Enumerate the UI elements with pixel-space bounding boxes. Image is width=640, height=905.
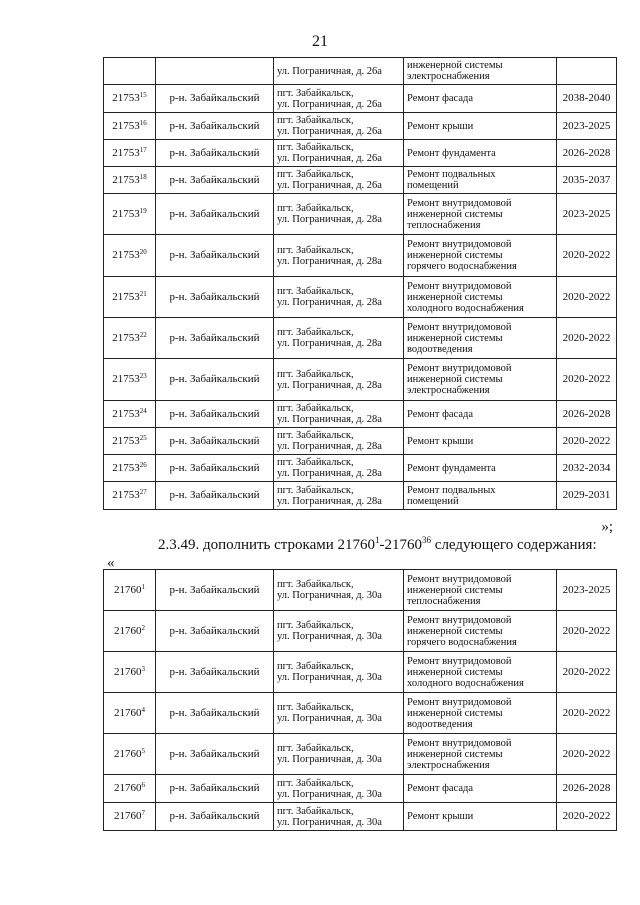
row-number-sup: 16 xyxy=(139,118,147,127)
repair-schedule-table-new xyxy=(103,569,617,831)
district-cell: р-н. Забайкальский xyxy=(156,428,274,455)
row-number-sup: 26 xyxy=(139,460,147,469)
address-cell xyxy=(274,401,404,428)
row-number-cell xyxy=(104,140,156,167)
work-line: горячего водоснабжения xyxy=(407,636,517,648)
row-number-sup: 5 xyxy=(141,746,145,755)
address-cell xyxy=(274,803,404,831)
district-cell xyxy=(156,58,274,85)
work-type-cell xyxy=(404,570,557,611)
work-line: водоотведения xyxy=(407,343,473,355)
table-row xyxy=(104,235,617,277)
work-type-cell xyxy=(404,359,557,401)
address-cell xyxy=(274,113,404,140)
row-number-cell xyxy=(104,734,156,775)
row-number-base: 21753 xyxy=(112,119,140,132)
page-number: 21 xyxy=(312,33,328,50)
table-row xyxy=(104,277,617,318)
row-number-base: 21753 xyxy=(112,290,140,303)
row-number-base: 21760 xyxy=(114,665,142,678)
row-number-cell xyxy=(104,652,156,693)
work-line: инженерной системы xyxy=(407,584,503,596)
work-line: Ремонт крыши xyxy=(407,120,474,132)
work-line: Ремонт внутридомовой xyxy=(407,280,512,292)
table-row xyxy=(104,167,617,194)
work-line: горячего водоснабжения xyxy=(407,261,517,272)
work-type-cell xyxy=(404,277,557,318)
work-line: Ремонт внутридомовой xyxy=(407,197,512,209)
row-number-base: 21753 xyxy=(112,461,140,474)
address-line: ул. Пограничная, д. 28а xyxy=(277,338,382,349)
row-number-cell xyxy=(104,194,156,235)
period-cell: 2020-2022 xyxy=(557,803,617,831)
row-number-cell xyxy=(104,167,156,194)
period-cell: 2020-2022 xyxy=(557,235,617,277)
row-number-base: 21753 xyxy=(112,146,140,159)
address-cell xyxy=(274,693,404,734)
work-line: Ремонт фундамента xyxy=(407,147,496,159)
address-cell xyxy=(274,194,404,235)
work-line: Ремонт внутридомовой xyxy=(407,614,512,626)
work-line: Ремонт фасада xyxy=(407,408,474,420)
period-cell: 2026-2028 xyxy=(557,775,617,803)
row-number-sup: 27 xyxy=(139,488,147,496)
address-cell xyxy=(274,235,404,277)
address-cell xyxy=(274,652,404,693)
address-line: пгт. Забайкальск, xyxy=(277,579,354,590)
district-cell: р-н. Забайкальский xyxy=(156,167,274,194)
district-cell: р-н. Забайкальский xyxy=(156,652,274,693)
row-number-cell xyxy=(104,428,156,455)
address-cell xyxy=(274,611,404,652)
row-number-base: 21753 xyxy=(112,489,140,501)
row-number-sup: 15 xyxy=(139,91,147,99)
work-line: инженерной системы xyxy=(407,374,503,385)
period-cell: 2020-2022 xyxy=(557,652,617,693)
table-row xyxy=(104,803,617,831)
table-row xyxy=(104,570,617,611)
address-line: пгт. Забайкальск, xyxy=(277,620,354,631)
address-line: пгт. Забайкальск, xyxy=(277,484,354,496)
row-number-base: 21753 xyxy=(112,434,140,447)
district-cell: р-н. Забайкальский xyxy=(156,401,274,428)
address-line: пгт. Забайкальск, xyxy=(277,115,354,126)
period-cell: 2029-2031 xyxy=(557,482,617,510)
address-line: пгт. Забайкальск, xyxy=(277,286,354,297)
district-cell: р-н. Забайкальский xyxy=(156,113,274,140)
work-line: инженерной системы xyxy=(407,291,503,303)
row-number-sup: 4 xyxy=(141,705,145,714)
row-number-cell xyxy=(104,775,156,803)
closing-quote: »; xyxy=(601,519,613,535)
address-line: пгт. Забайкальск, xyxy=(277,142,354,153)
work-type-cell xyxy=(404,803,557,831)
row-number-sup: 7 xyxy=(141,809,145,817)
work-line: Ремонт внутридомовой xyxy=(407,321,512,333)
district-cell: р-н. Забайкальский xyxy=(156,140,274,167)
address-line: ул. Пограничная, д. 26а xyxy=(277,65,382,77)
row-number-cell xyxy=(104,803,156,831)
district-cell: р-н. Забайкальский xyxy=(156,194,274,235)
work-type-cell xyxy=(404,455,557,482)
address-line: ул. Пограничная, д. 26а xyxy=(277,98,382,110)
period-cell: 2035-2037 xyxy=(557,167,617,194)
address-line: ул. Пограничная, д. 30а xyxy=(277,816,382,828)
table-row xyxy=(104,428,617,455)
district-cell: р-н. Забайкальский xyxy=(156,359,274,401)
work-line: помещений xyxy=(407,180,459,191)
district-cell: р-н. Забайкальский xyxy=(156,235,274,277)
work-line: электроснабжения xyxy=(407,385,490,396)
amendment-instruction xyxy=(158,535,597,554)
work-line: помещений xyxy=(407,495,459,507)
period-cell: 2020-2022 xyxy=(557,611,617,652)
row-number-base: 21753 xyxy=(112,331,140,344)
row-number-sup: 24 xyxy=(139,406,147,415)
row-number-base: 21753 xyxy=(112,373,140,385)
address-cell xyxy=(274,734,404,775)
work-line: инженерной системы xyxy=(407,707,503,719)
period-cell: 2020-2022 xyxy=(557,277,617,318)
address-line: пгт. Забайкальск, xyxy=(277,203,354,214)
address-cell xyxy=(274,775,404,803)
table-row xyxy=(104,194,617,235)
work-line: электроснабжения xyxy=(407,71,490,82)
work-type-cell xyxy=(404,482,557,510)
address-line: пгт. Забайкальск, xyxy=(277,327,354,338)
work-type-cell xyxy=(404,85,557,113)
amendment-sup-start: 1 xyxy=(375,535,380,545)
address-line: ул. Пограничная, д. 30а xyxy=(277,672,382,683)
district-cell: р-н. Забайкальский xyxy=(156,85,274,113)
work-line: Ремонт внутридомовой xyxy=(407,573,512,585)
address-cell xyxy=(274,58,404,85)
work-line: Ремонт фасада xyxy=(407,93,474,104)
row-number-cell xyxy=(104,401,156,428)
address-line: ул. Пограничная, д. 30а xyxy=(277,590,382,601)
address-line: пгт. Забайкальск, xyxy=(277,403,354,414)
work-type-cell xyxy=(404,652,557,693)
address-cell xyxy=(274,570,404,611)
table-row xyxy=(104,318,617,359)
row-number-sup: 21 xyxy=(139,289,147,298)
address-cell xyxy=(274,167,404,194)
address-line: ул. Пограничная, д. 28а xyxy=(277,495,382,507)
row-number-sup: 17 xyxy=(139,145,147,154)
address-line: ул. Пограничная, д. 26а xyxy=(277,126,382,137)
row-number-cell xyxy=(104,482,156,510)
work-line: инженерной системы xyxy=(407,250,503,261)
amendment-sup-end: 36 xyxy=(422,535,432,545)
address-line: ул. Пограничная, д. 28а xyxy=(277,379,382,391)
district-cell: р-н. Забайкальский xyxy=(156,775,274,803)
period-cell: 2020-2022 xyxy=(557,359,617,401)
period-cell: 2038-2040 xyxy=(557,85,617,113)
work-line: Ремонт внутридомовой xyxy=(407,696,512,708)
address-line: ул. Пограничная, д. 28а xyxy=(277,414,382,425)
row-number-cell xyxy=(104,85,156,113)
work-line: Ремонт подвальных xyxy=(407,484,496,496)
row-number-base: 21760 xyxy=(114,583,142,596)
address-line: пгт. Забайкальск, xyxy=(277,661,354,672)
work-line: Ремонт внутридомовой xyxy=(407,655,512,667)
address-line: ул. Пограничная, д. 26а xyxy=(277,153,382,164)
row-number-cell xyxy=(104,58,156,85)
table-row xyxy=(104,401,617,428)
period-cell: 2023-2025 xyxy=(557,570,617,611)
row-number-cell xyxy=(104,570,156,611)
row-number-cell xyxy=(104,318,156,359)
district-cell: р-н. Забайкальский xyxy=(156,803,274,831)
work-line: инженерной системы xyxy=(407,208,503,220)
address-line: ул. Пограничная, д. 30а xyxy=(277,631,382,642)
period-cell: 2020-2022 xyxy=(557,734,617,775)
table-row xyxy=(104,693,617,734)
table-row xyxy=(104,775,617,803)
table-row xyxy=(104,359,617,401)
amendment-prefix: 2.3.49. дополнить строками 21760 xyxy=(158,537,376,553)
address-line: пгт. Забайкальск, xyxy=(277,169,354,180)
row-number-cell xyxy=(104,277,156,318)
period-cell: 2020-2022 xyxy=(557,428,617,455)
row-number-base: 21760 xyxy=(114,706,142,719)
work-line: инженерной системы xyxy=(407,332,503,344)
address-cell xyxy=(274,318,404,359)
repair-schedule-table-continued xyxy=(103,57,617,510)
work-line: Ремонт фундамента xyxy=(407,462,496,474)
row-number-sup: 2 xyxy=(141,623,145,632)
address-line: ул. Пограничная, д. 28а xyxy=(277,441,382,452)
district-cell: р-н. Забайкальский xyxy=(156,611,274,652)
row-number-base: 21753 xyxy=(112,407,140,420)
row-number-base: 21760 xyxy=(114,624,142,637)
amendment-middle: -21760 xyxy=(379,537,423,553)
work-type-cell xyxy=(404,58,557,85)
address-line: пгт. Забайкальск, xyxy=(277,430,354,441)
row-number-base: 21760 xyxy=(114,810,142,822)
row-number-cell xyxy=(104,611,156,652)
work-type-cell xyxy=(404,194,557,235)
address-line: ул. Пограничная, д. 26а xyxy=(277,180,382,191)
row-number-base: 21760 xyxy=(114,782,142,794)
period-cell: 2020-2022 xyxy=(557,693,617,734)
row-number-cell xyxy=(104,455,156,482)
district-cell: р-н. Забайкальский xyxy=(156,455,274,482)
work-type-cell xyxy=(404,235,557,277)
address-line: ул. Пограничная, д. 28а xyxy=(277,297,382,308)
row-number-sup: 25 xyxy=(139,433,147,442)
work-type-cell xyxy=(404,113,557,140)
period-cell: 2020-2022 xyxy=(557,318,617,359)
address-line: ул. Пограничная, д. 30а xyxy=(277,713,382,724)
address-cell xyxy=(274,359,404,401)
district-cell: р-н. Забайкальский xyxy=(156,277,274,318)
table-row xyxy=(104,85,617,113)
address-line: пгт. Забайкальск, xyxy=(277,368,354,380)
row-number-sup: 22 xyxy=(139,330,147,339)
period-cell: 2026-2028 xyxy=(557,401,617,428)
work-line: Ремонт внутридомовой xyxy=(407,239,512,250)
work-line: водоотведения xyxy=(407,718,473,730)
district-cell: р-н. Забайкальский xyxy=(156,693,274,734)
work-line: инженерной системы xyxy=(407,60,503,71)
work-type-cell xyxy=(404,401,557,428)
row-number-cell xyxy=(104,693,156,734)
address-line: ул. Пограничная, д. 28а xyxy=(277,468,382,479)
table-row xyxy=(104,113,617,140)
work-line: инженерной системы xyxy=(407,625,503,637)
period-cell: 2032-2034 xyxy=(557,455,617,482)
table2-body xyxy=(104,570,617,831)
row-number-sup: 20 xyxy=(139,248,147,256)
work-type-cell xyxy=(404,167,557,194)
row-number-sup: 6 xyxy=(141,781,145,789)
row-number-sup: 23 xyxy=(139,372,147,380)
row-number-cell xyxy=(104,113,156,140)
work-type-cell xyxy=(404,734,557,775)
opening-quote: « xyxy=(107,555,115,571)
table-row xyxy=(104,652,617,693)
work-line: инженерной системы xyxy=(407,748,503,760)
address-cell xyxy=(274,277,404,318)
work-line: инженерной системы xyxy=(407,666,503,678)
row-number-sup: 3 xyxy=(141,664,145,673)
work-line: холодного водоснабжения xyxy=(407,302,524,314)
row-number-cell xyxy=(104,359,156,401)
address-line: пгт. Забайкальск, xyxy=(277,244,354,256)
address-cell xyxy=(274,482,404,510)
period-cell: 2026-2028 xyxy=(557,140,617,167)
amendment-suffix: следующего содержания: xyxy=(431,537,597,553)
address-cell xyxy=(274,140,404,167)
period-cell: 2023-2025 xyxy=(557,113,617,140)
row-number-cell xyxy=(104,235,156,277)
row-number-base: 21753 xyxy=(112,173,140,186)
table-row xyxy=(104,734,617,775)
table-row xyxy=(104,611,617,652)
district-cell: р-н. Забайкальский xyxy=(156,734,274,775)
table-row xyxy=(104,482,617,510)
work-type-cell xyxy=(404,318,557,359)
district-cell: р-н. Забайкальский xyxy=(156,570,274,611)
address-line: ул. Пограничная, д. 30а xyxy=(277,754,382,765)
row-number-sup: 1 xyxy=(141,582,145,591)
row-number-base: 21753 xyxy=(112,92,140,104)
work-line: Ремонт внутридомовой xyxy=(407,363,512,374)
row-number-sup: 18 xyxy=(139,172,147,181)
table-row xyxy=(104,140,617,167)
work-type-cell xyxy=(404,611,557,652)
work-type-cell xyxy=(404,428,557,455)
district-cell: р-н. Забайкальский xyxy=(156,318,274,359)
period-cell xyxy=(557,58,617,85)
work-type-cell xyxy=(404,140,557,167)
address-line: пгт. Забайкальск, xyxy=(277,743,354,754)
work-line: теплоснабжения xyxy=(407,595,481,607)
address-line: пгт. Забайкальск, xyxy=(277,777,354,789)
table1-body xyxy=(104,58,617,510)
address-line: пгт. Забайкальск, xyxy=(277,87,354,99)
address-cell xyxy=(274,428,404,455)
work-type-cell xyxy=(404,775,557,803)
work-line: Ремонт подвальных xyxy=(407,169,496,180)
work-line: электроснабжения xyxy=(407,759,490,771)
address-line: ул. Пограничная, д. 28а xyxy=(277,255,382,267)
address-line: пгт. Забайкальск, xyxy=(277,805,354,817)
address-cell xyxy=(274,455,404,482)
work-line: Ремонт крыши xyxy=(407,435,474,447)
district-cell: р-н. Забайкальский xyxy=(156,482,274,510)
work-line: Ремонт фасада xyxy=(407,783,474,794)
work-line: Ремонт крыши xyxy=(407,811,474,822)
address-cell xyxy=(274,85,404,113)
table-row xyxy=(104,455,617,482)
work-type-cell xyxy=(404,693,557,734)
row-number-base: 21753 xyxy=(112,249,140,261)
table-row xyxy=(104,58,617,85)
address-line: ул. Пограничная, д. 30а xyxy=(277,788,382,800)
work-line: теплоснабжения xyxy=(407,219,481,231)
address-line: пгт. Забайкальск, xyxy=(277,457,354,468)
row-number-base: 21760 xyxy=(114,747,142,760)
period-cell: 2023-2025 xyxy=(557,194,617,235)
work-line: холодного водоснабжения xyxy=(407,677,524,689)
row-number-base: 21753 xyxy=(112,207,140,220)
work-line: Ремонт внутридомовой xyxy=(407,737,512,749)
address-line: ул. Пограничная, д. 28а xyxy=(277,214,382,225)
address-line: пгт. Забайкальск, xyxy=(277,702,354,713)
row-number-sup: 19 xyxy=(139,206,147,215)
